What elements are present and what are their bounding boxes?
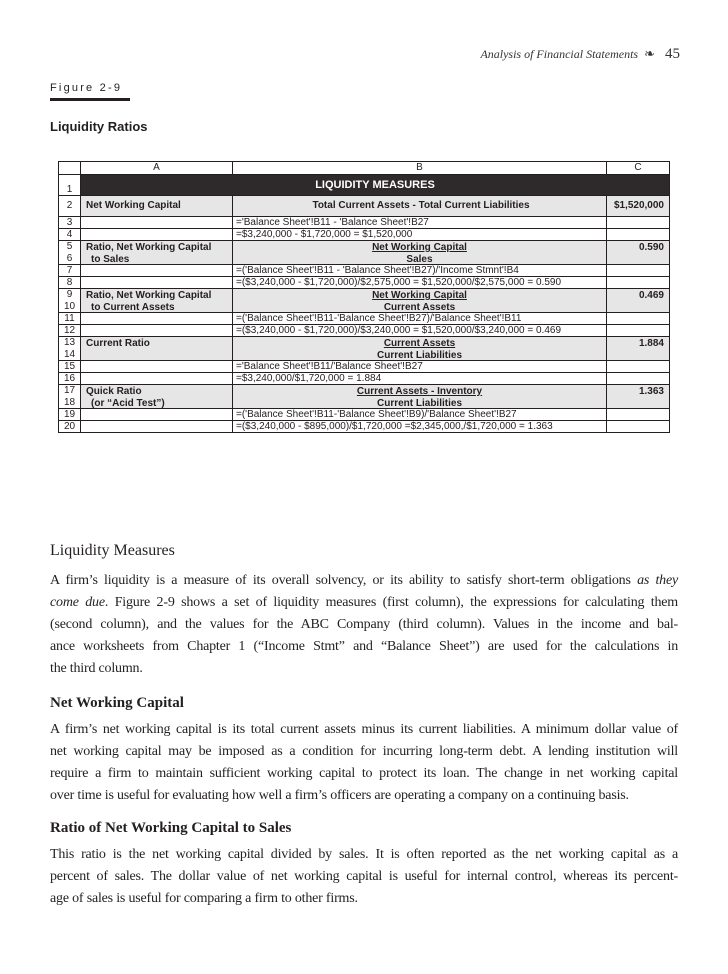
paragraph-line [50, 570, 678, 592]
paragraph-line: (second column), and the values for the ABC Company (third column). Values in the income and bal- [50, 617, 678, 632]
measure-expression: Total Current Assets - Total Current Liabilities [233, 196, 607, 217]
measure-label-line: Ratio, Net Working Capital [86, 242, 212, 253]
measure-expression [233, 337, 607, 361]
expression-numerator: Net Working Capital [372, 242, 467, 253]
calculation-cell: =($3,240,000 - $1,720,000)/$2,575,000 = $1,520,000/$2,575,000 = 0.590 [233, 277, 607, 289]
ornament-icon: ❧ [644, 46, 655, 61]
measure-expression [233, 289, 607, 313]
column-header-c: C [607, 162, 670, 175]
empty-cell [607, 325, 670, 337]
expression-numerator: Current Assets - Inventory [356, 386, 483, 397]
measure-expression [233, 385, 607, 409]
expression-denominator: Current Assets [383, 302, 456, 313]
paragraph-line: require a firm to maintain sufficient working capital to protect its loan. The change in net working capital [50, 766, 678, 781]
sheet-title: LIQUIDITY MEASURES [81, 175, 670, 196]
row-number: 13 [59, 337, 81, 349]
measure-value: 1.363 [607, 385, 670, 409]
italic-text: come due [50, 595, 105, 610]
empty-cell [81, 265, 233, 277]
measure-label-line: (or “Acid Test”) [91, 398, 165, 409]
calculation-cell: =($3,240,000 - $1,720,000)/$3,240,000 = $1,520,000/$3,240,000 = 0.469 [233, 325, 607, 337]
measure-value: 0.590 [607, 241, 670, 265]
table-row [59, 361, 670, 373]
row-number: 1 [59, 175, 81, 196]
subsection-paragraph [50, 719, 678, 807]
row-number: 7 [59, 265, 81, 277]
running-head-title: Analysis of Financial Statements [480, 47, 639, 61]
measure-expression [233, 241, 607, 265]
empty-cell [607, 361, 670, 373]
empty-cell [81, 229, 233, 241]
empty-cell [81, 217, 233, 229]
empty-cell [607, 277, 670, 289]
measure-label: Current Ratio [81, 337, 233, 361]
empty-cell [607, 409, 670, 421]
empty-cell [607, 421, 670, 433]
empty-cell [81, 361, 233, 373]
row-number: 14 [59, 349, 81, 361]
expression-denominator: Sales [406, 254, 433, 265]
subsection-heading: Net Working Capital [50, 695, 184, 711]
measure-label [81, 385, 233, 409]
section-paragraph [50, 570, 678, 680]
paragraph-text: A firm’s liquidity is a measure of its overall solvency, or its ability to satisfy short-term obligations [50, 573, 631, 588]
table-row [59, 409, 670, 421]
table-row [59, 421, 670, 433]
table-row [59, 373, 670, 385]
row-number: 3 [59, 217, 81, 229]
formula-cell: ='Balance Sheet'!B11/'Balance Sheet'!B27 [233, 361, 607, 373]
row-number: 10 [59, 301, 81, 313]
running-head [480, 46, 680, 63]
empty-cell [81, 409, 233, 421]
italic-text: as they [637, 573, 678, 588]
row-number: 11 [59, 313, 81, 325]
column-header-a: A [81, 162, 233, 175]
figure-label: Figure 2-9 [50, 82, 123, 94]
paragraph-line: percent of sales. The dollar value of net working capital is useful for internal control, whereas its percent- [50, 869, 678, 884]
empty-cell [81, 421, 233, 433]
table-row [59, 265, 670, 277]
measure-value: 1.884 [607, 337, 670, 361]
empty-cell [81, 277, 233, 289]
row-number: 20 [59, 421, 81, 433]
measure-group-quick-ratio [59, 385, 670, 409]
table-row [59, 229, 670, 241]
measure-label [81, 289, 233, 313]
sheet-title-row [59, 175, 670, 196]
table-row [59, 325, 670, 337]
row-number: 8 [59, 277, 81, 289]
table-row [59, 313, 670, 325]
paragraph-line: A firm’s net working capital is its total current assets minus its current liabilities. A minimum dollar value of [50, 722, 678, 737]
expression-numerator: Net Working Capital [372, 290, 467, 301]
measure-label-line: to Current Assets [91, 302, 175, 313]
empty-cell [607, 373, 670, 385]
paragraph-line: the third column. [50, 661, 143, 676]
figure-title: Liquidity Ratios [50, 119, 148, 134]
row-number: 12 [59, 325, 81, 337]
measure-value: $1,520,000 [607, 196, 670, 217]
empty-cell [607, 265, 670, 277]
paragraph-line [50, 592, 678, 614]
row-number: 18 [59, 397, 81, 409]
expression-denominator: Current Liabilities [376, 398, 462, 409]
empty-cell [607, 313, 670, 325]
paragraph-line: net working capital may be imposed as a condition for incurring long-term debt. A lending institution will [50, 744, 678, 759]
row-number: 17 [59, 385, 81, 397]
row-number: 6 [59, 253, 81, 265]
row-number: 9 [59, 289, 81, 301]
measure-label-line: Ratio, Net Working Capital [86, 290, 212, 301]
table-row [59, 217, 670, 229]
measure-group-current-ratio [59, 337, 670, 361]
section-heading: Liquidity Measures [50, 542, 175, 559]
measure-label: Net Working Capital [81, 196, 233, 217]
measure-label-line: to Sales [91, 254, 130, 265]
measure-label [81, 241, 233, 265]
liquidity-spreadsheet [58, 161, 670, 433]
measure-group-nwc-to-current-assets [59, 289, 670, 313]
expression-denominator: Current Liabilities [376, 350, 462, 361]
figure-rule [50, 98, 130, 101]
row-number: 5 [59, 241, 81, 253]
paragraph-line: ance worksheets from Chapter 1 (“Income Stmt” and “Balance Sheet”) are used for the calculations in [50, 639, 678, 654]
table-row [59, 196, 670, 217]
subsection-paragraph [50, 844, 678, 910]
empty-cell [81, 325, 233, 337]
paragraph-text: . Figure 2-9 shows a set of liquidity measures (first column), the expressions for calculating them [104, 595, 678, 610]
empty-cell [607, 229, 670, 241]
row-number: 19 [59, 409, 81, 421]
calculation-cell: =$3,240,000/$1,720,000 = 1.884 [233, 373, 607, 385]
corner-cell [59, 162, 81, 175]
measure-label-line: Quick Ratio [86, 386, 142, 397]
paragraph-line: This ratio is the net working capital divided by sales. It is often reported as the net working capital as a [50, 847, 678, 862]
calculation-cell: =$3,240,000 - $1,720,000 = $1,520,000 [233, 229, 607, 241]
formula-cell: =('Balance Sheet'!B11-'Balance Sheet'!B27)/'Balance Sheet'!B11 [233, 313, 607, 325]
row-number: 16 [59, 373, 81, 385]
row-number: 15 [59, 361, 81, 373]
measure-group-nwc-to-sales [59, 241, 670, 265]
column-header-row [59, 162, 670, 175]
row-number: 4 [59, 229, 81, 241]
row-number: 2 [59, 196, 81, 217]
table-row [59, 277, 670, 289]
empty-cell [607, 217, 670, 229]
measure-value: 0.469 [607, 289, 670, 313]
paragraph-line: over time is useful for evaluating how well a firm’s officers are operating a company on a continuing basis. [50, 788, 629, 803]
column-header-b: B [233, 162, 607, 175]
page-number: 45 [665, 46, 680, 62]
calculation-cell: =($3,240,000 - $895,000)/$1,720,000 =$2,345,000,/$1,720,000 = 1.363 [233, 421, 607, 433]
empty-cell [81, 313, 233, 325]
paragraph-line: age of sales is useful for comparing a firm to other firms. [50, 891, 358, 906]
expression-numerator: Current Assets [383, 338, 456, 349]
empty-cell [81, 373, 233, 385]
formula-cell: =('Balance Sheet'!B11-'Balance Sheet'!B9)/'Balance Sheet'!B27 [233, 409, 607, 421]
subsection-heading: Ratio of Net Working Capital to Sales [50, 820, 292, 836]
formula-cell: =('Balance Sheet'!B11 - 'Balance Sheet'!B27)/'Income Stmnt'!B4 [233, 265, 607, 277]
formula-cell: ='Balance Sheet'!B11 - 'Balance Sheet'!B27 [233, 217, 607, 229]
